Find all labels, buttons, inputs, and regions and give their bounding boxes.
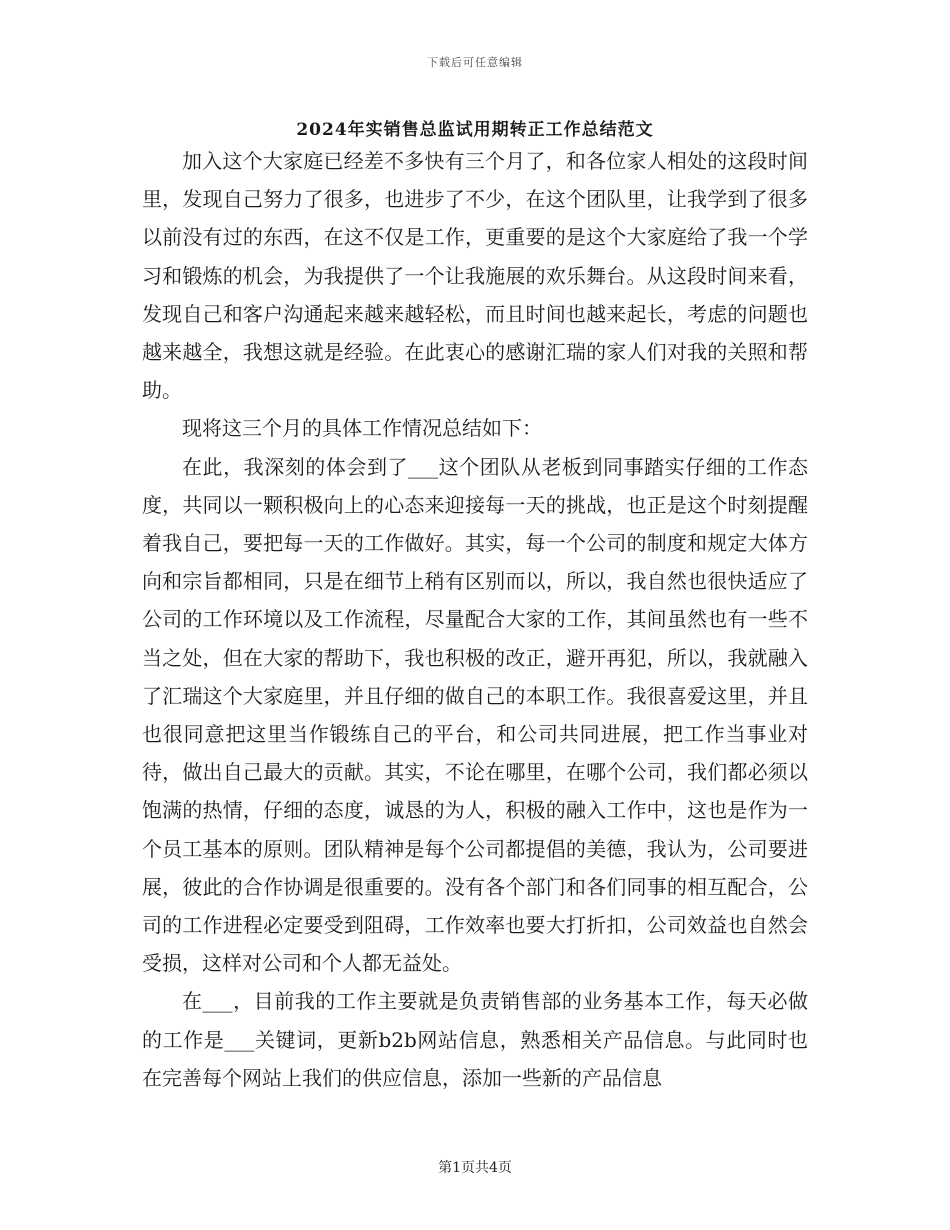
paragraph-summary-lead: 现将这三个月的具体工作情况总结如下： — [182, 416, 542, 441]
document-title: 2024年实销售总监试用期转正工作总结范文 — [296, 120, 654, 140]
page-number: 第1页共4页 — [438, 1160, 512, 1176]
paragraph-current-work: 在___，目前我的工作主要就是负责销售部的业务基本工作，每天必做的工作是___关键词，更新b2b网站信息，熟悉相关产品信息。与此同时也在完善每个网站上我们的供应信息，添加一些新的产品信息 — [142, 989, 808, 1090]
paragraph-intro: 加入这个大家庭已经差不多快有三个月了，和各位家人相处的这段时间里，发现自己努力了很多，也进步了不少，在这个团队里，让我学到了很多以前没有过的东西，在这不仅是工作，更重要的是这个大家庭给了我一个学习和锻炼的机会，为我提供了一个让我施展的欢乐舞台。从这段时间来看，发现自己和客户沟通起来越来越轻松，而且时间也越来起长，考虑的问题也越来越全，我想这就是经验。在此衷心的感谢汇瑞的家人们对我的关照和帮助。 — [142, 149, 808, 403]
document-body — [142, 142, 808, 1097]
paragraph-team-experience: 在此，我深刻的体会到了___这个团队从老板到同事踏实仔细的工作态度，共同以一颗积极向上的心态来迎接每一天的挑战，也正是这个时刻提醒着我自己，要把每一天的工作做好。其实，每一个公司的制度和规定大体方向和宗旨都相同，只是在细节上稍有区别而以，所以，我自然也很快适应了公司的工作环境以及工作流程，尽量配合大家的工作，其间虽然也有一些不当之处，但在大家的帮助下，我也积极的改正，避开再犯，所以，我就融入了汇瑞这个大家庭里，并且仔细的做自己的本职工作。我很喜爱这里，并且也很同意把这里当作锻练自己的平台，和公司共同进展，把工作当事业对待，做出自己最大的贡献。其实，不论在哪里，在哪个公司，我们都必须以饱满的热情，仔细的态度，诚恳的为人，积极的融入工作中，这也是作为一个员工基本的原则。团队精神是每个公司都提倡的美德，我认为，公司要进展，彼此的合作协调是很重要的。没有各个部门和各们同事的相互配合，公司的工作进程必定要受到阻碍，工作效率也要大打折扣，公司效益也自然会受损，这样对公司和个人都无益处。 — [142, 454, 808, 976]
header-note: 下载后可任意编辑 — [427, 56, 523, 69]
